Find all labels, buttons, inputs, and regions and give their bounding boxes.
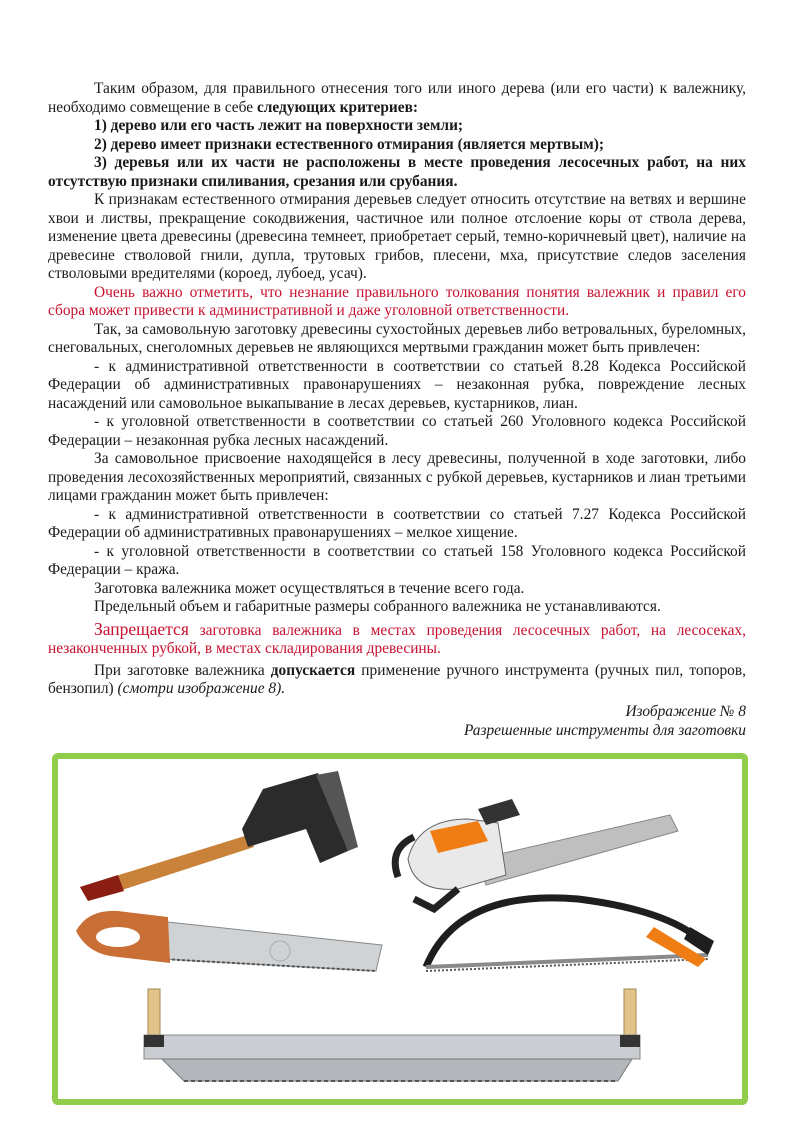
criminal-liability-158: - к уголовной ответственности в соответствии со статьей 158 Уголовного кодекса Российской Федерации – кража. <box>48 542 746 578</box>
criterion-1: 1) дерево или его часть лежит на поверхности земли; <box>94 117 464 134</box>
criterion-2: 2) дерево имеет признаки естественного отмирания (является мертвым); <box>94 135 604 153</box>
tools-illustration <box>58 759 742 1099</box>
figure-number: Изображение № 8 <box>625 702 746 720</box>
admin-liability-727: - к административной ответственности в соответствии со статьей 7.27 Кодекса Российской Федерации об административных правонарушениях – мелкое хищение. <box>48 505 746 541</box>
intro-paragraph <box>48 80 746 117</box>
prohibition-paragraph <box>48 620 746 659</box>
hand-saw-icon <box>76 911 382 971</box>
liability-intro-paragraph: Так, за самовольную заготовку древесины сухостойных деревьев либо ветровальных, буреломных, снеговальных, снеголомных деревьев не являющихся мертвыми гражданин может быть привлечен: <box>48 320 746 356</box>
figure-reference: (смотри изображение 8). <box>117 680 286 697</box>
figure-title: Разрешенные инструменты для заготовки <box>463 721 746 739</box>
bow-saw-icon <box>426 898 714 971</box>
two-man-saw-icon <box>144 989 640 1081</box>
figure-frame <box>52 753 748 1105</box>
prohibition-lead: Запрещается <box>94 618 189 639</box>
season-paragraph: Заготовка валежника может осуществляться в течение всего года. <box>94 579 525 597</box>
signs-paragraph: К признакам естественного отмирания деревьев следует относить отсутствие на ветвях и вершине хвои и листвы, прекращение сокодвижения, частичное или полное отслоение коры от ствола дерева, изменение цвета древесины (древесина темнеет, приобретает серый, темно-коричневый цвет), наличие на древесине стволовой гнили, дупла, трутовых грибов, плесени, мха, присутствие следов заселения стволовыми вредителями (короед, лубоед, усач). <box>48 191 746 282</box>
allowed-text-a: При заготовке валежника <box>94 661 265 679</box>
volume-paragraph: Предельный объем и габаритные размеры собранного валежника не устанавливаются. <box>94 598 661 615</box>
warning-paragraph: Очень важно отметить, что незнание правильного толкования понятия валежник и правил его сбора может привести к административной и даже уголовной ответственности. <box>48 283 746 319</box>
document-body <box>48 80 746 740</box>
prohibition-text: заготовка валежника в местах проведения лесосечных работ, на лесосеках, незаконченных рубкой, в местах складирования древесины. <box>48 621 746 657</box>
criminal-liability-260: - к уголовной ответственности в соответствии со статьей 260 Уголовного кодекса Российской Федерации – незаконная рубка лесных насаждений. <box>48 413 746 449</box>
criterion-3: 3) деревья или их части не расположены в месте проведения лесосечных работ, на них отсутствую признаки спиливания, срезания или срубания. <box>48 154 746 190</box>
allowed-bold: допускается <box>270 661 356 679</box>
appropriation-paragraph: За самовольное присвоение находящейся в лесу древесины, полученной в ходе заготовки, либо проведения лесохозяйственных мероприятий, связанных с рубкой деревьев, кустарников и лиан третьими лицами гражданин может быть привлечен: <box>48 450 746 504</box>
allowed-tools-paragraph <box>48 662 746 699</box>
criteria-heading: следующих критериев: <box>256 98 419 116</box>
admin-liability-828: - к административной ответственности в соответствии со статьей 8.28 Кодекса Российской Федерации об административных правонарушениях – незаконная рубка, повреждение лесных насаждений или самовольное выкапывание в лесах деревьев, кустарников, лиан. <box>48 357 746 412</box>
allowed-text-b: применение ручного инструмента (ручных пил, топоров, бензопил) <box>48 661 746 697</box>
chainsaw-icon <box>395 799 678 909</box>
intro-text: Таким образом, для правильного отнесения того или иного дерева (или его части) к валежнику, необходимо совмещение в себе <box>48 80 746 116</box>
axe-icon <box>80 771 358 901</box>
